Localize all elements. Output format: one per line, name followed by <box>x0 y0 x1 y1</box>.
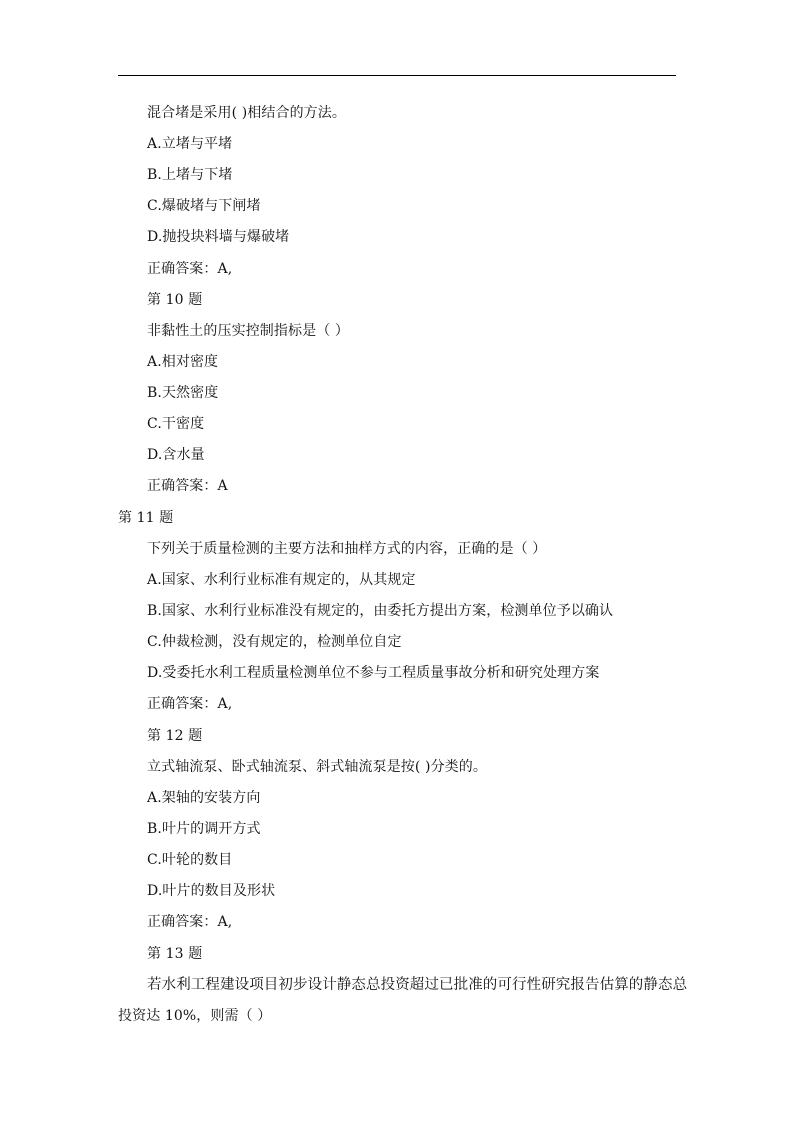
option-a: A.相对密度 <box>147 354 219 370</box>
option-c: C.爆破堵与下闸堵 <box>147 198 261 214</box>
question-stem: 若水利工程建设项目初步设计静态总投资超过已批准的可行性研究报告估算的静态总 <box>147 977 688 993</box>
question-stem-continued: 投资达 10%，则需（ ） <box>118 1008 272 1024</box>
question-number: 第 11 题 <box>118 510 174 526</box>
option-b: B.上堵与下堵 <box>147 167 233 183</box>
option-c: C.叶轮的数目 <box>147 852 233 868</box>
question-stem: 混合堵是采用( )相结合的方法。 <box>147 105 346 121</box>
question-number: 第 13 题 <box>147 946 203 962</box>
option-d: D.叶片的数目及形状 <box>147 883 276 899</box>
correct-answer: 正确答案：A, <box>147 914 233 930</box>
option-d: D.含水量 <box>147 447 205 463</box>
option-c: C.仲裁检测，没有规定的，检测单位自定 <box>147 634 402 650</box>
correct-answer: 正确答案：A <box>147 478 228 494</box>
option-a: A.国家、水利行业标准有规定的，从其规定 <box>147 572 416 588</box>
option-d: D.抛投块料墙与爆破堵 <box>147 229 290 245</box>
correct-answer: 正确答案：A, <box>147 696 233 712</box>
option-a: A.立堵与平堵 <box>147 136 233 152</box>
option-a: A.架轴的安装方向 <box>147 790 261 806</box>
option-d: D.受委托水利工程质量检测单位不参与工程质量事故分析和研究处理方案 <box>147 665 600 681</box>
question-number: 第 10 题 <box>147 292 203 308</box>
option-c: C.干密度 <box>147 416 205 432</box>
question-number: 第 12 题 <box>147 728 203 744</box>
option-b: B.叶片的调开方式 <box>147 821 261 837</box>
question-stem: 非黏性土的压实控制指标是（ ） <box>147 323 349 339</box>
question-stem: 下列关于质量检测的主要方法和抽样方式的内容，正确的是（ ） <box>147 541 547 557</box>
question-stem: 立式轴流泵、卧式轴流泵、斜式轴流泵是按( )分类的。 <box>147 759 487 775</box>
header-rule <box>118 75 676 76</box>
option-b: B.国家、水利行业标准没有规定的，由委托方提出方案，检测单位予以确认 <box>147 603 614 619</box>
option-b: B.天然密度 <box>147 385 219 401</box>
correct-answer: 正确答案：A, <box>147 261 233 277</box>
